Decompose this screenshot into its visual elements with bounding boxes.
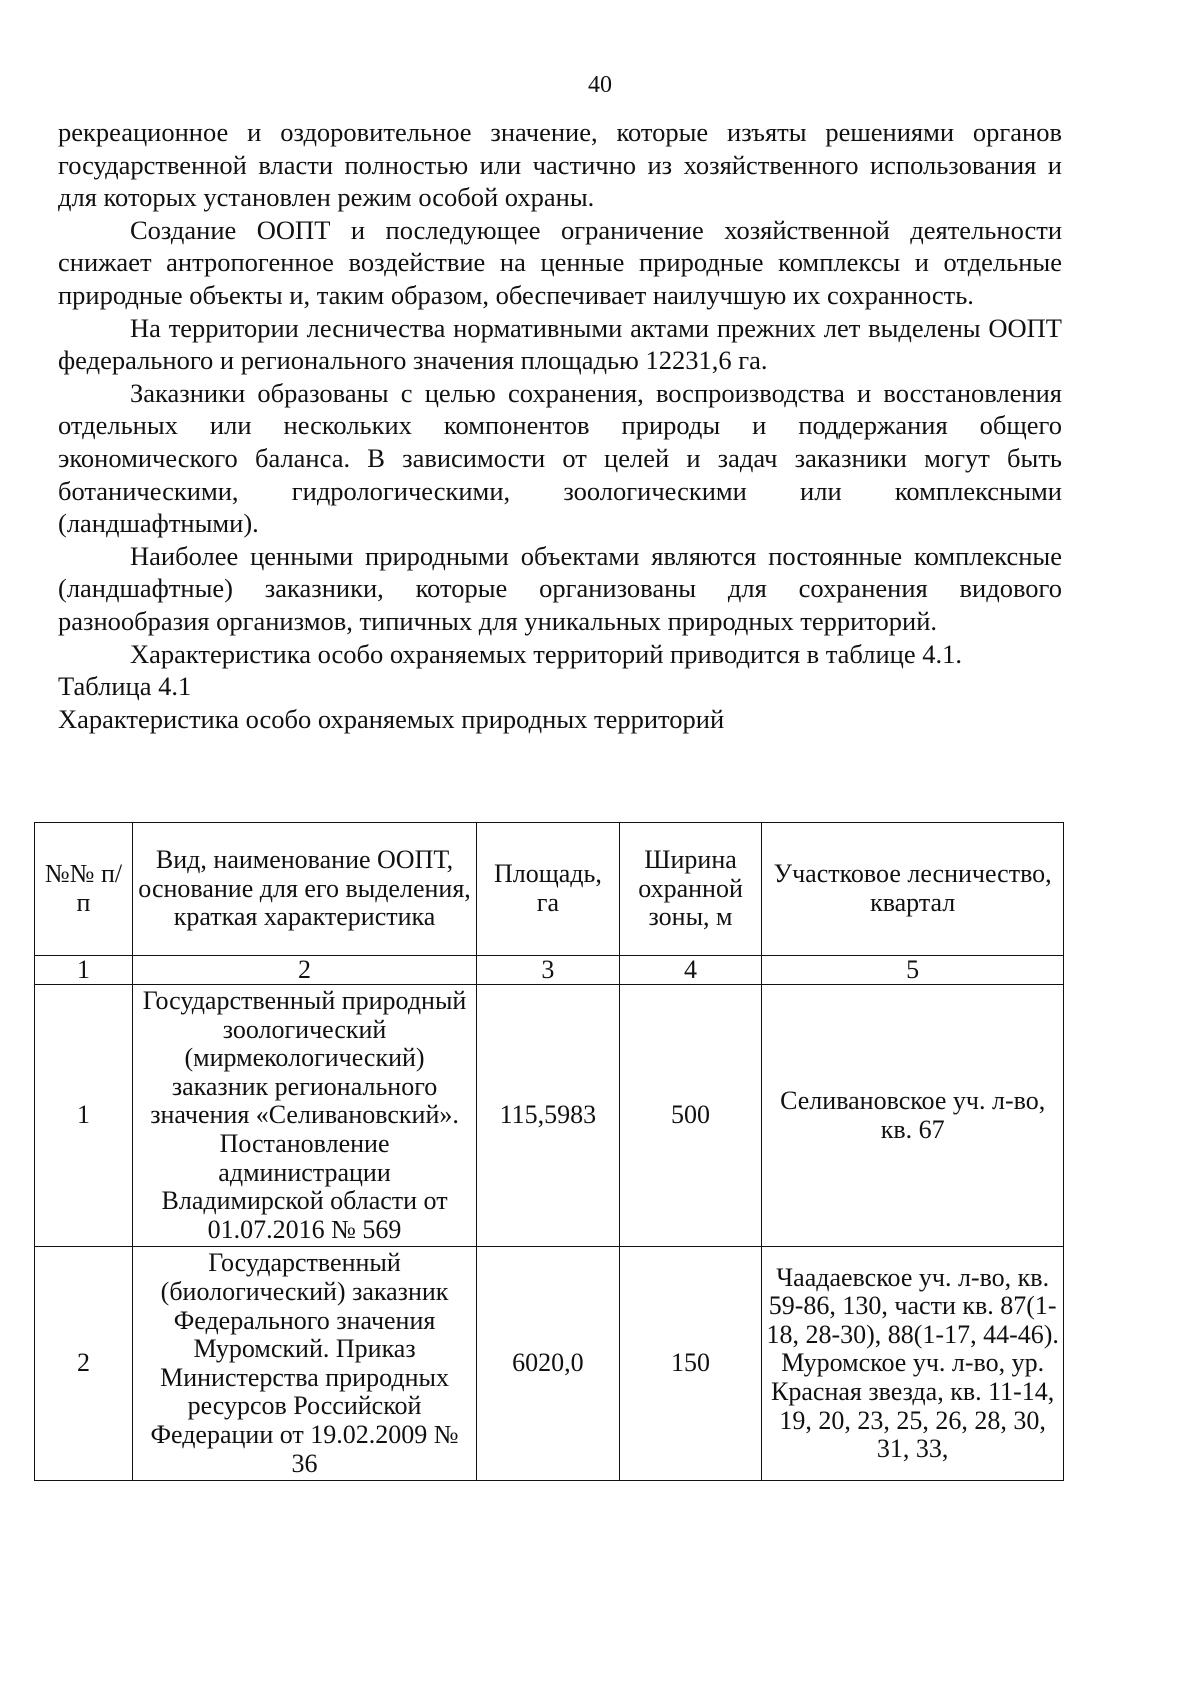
cell-zone: 500 (619, 985, 762, 1247)
header-area: Площадь, га (477, 823, 620, 956)
header-zone: Ширина охранной зоны, м (619, 823, 762, 956)
column-number: 5 (762, 956, 1064, 985)
page-number: 40 (588, 72, 612, 98)
table-row (35, 1247, 1064, 1481)
cell-number: 1 (35, 985, 133, 1247)
header-name: Вид, наименование ООПТ, основание для его выделения, краткая характеристика (133, 823, 477, 956)
body-text (58, 116, 1062, 735)
cell-name: Государственный природный зоологический (мирмекологический) заказник регионального значения «Селивановский». Постановление администрации Владимирской области от 01.07.2016 № 569 (133, 985, 477, 1247)
paragraph: рекреационное и оздоровительное значение, которые изъяты решениями органов государственной власти полностью или частично из хозяйственного использования и для которых установлен режим особой охраны. (58, 117, 1062, 213)
table-wrapper (34, 822, 1064, 1481)
cell-location: Чаадаевское уч. л-во, кв. 59-86, 130, части кв. 87(1-18, 28-30), 88(1-17, 44-46). Муромское уч. л-во, ур. Красная звезда, кв. 11-14, 19, 20, 23, 25, 26, 28, 30, 31, 33, (762, 1247, 1064, 1481)
table-header-row (35, 823, 1064, 956)
paragraph: Характеристика особо охраняемых территорий приводится в таблице 4.1. (130, 638, 962, 669)
cell-name: Государственный (биологический) заказник Федерального значения Муромский. Приказ Министерства природных ресурсов Российской Федерации от 19.02.2009 № 36 (133, 1247, 477, 1481)
paragraph: На территории лесничества нормативными актами прежних лет выделены ООПТ федерального и регионального значения площадью 12231,6 га. (58, 312, 1062, 376)
cell-location: Селивановское уч. л-во, кв. 67 (762, 985, 1064, 1247)
paragraph: Создание ООПТ и последующее ограничение хозяйственной деятельности снижает антропогенное воздействие на ценные природные комплексы и отдельные природные объекты и, таким образом, обеспечивает наилучшую их сохранность. (58, 214, 1062, 310)
table-row (35, 985, 1064, 1247)
column-number: 3 (477, 956, 620, 985)
oopt-table (34, 822, 1064, 1481)
cell-area: 6020,0 (477, 1247, 620, 1481)
paragraph: Наиболее ценными природными объектами являются постоянные комплексные (ландшафтные) заказники, которые организованы для сохранения видового разнообразия организмов, типичных для уникальных природных территорий. (58, 540, 1062, 636)
header-location: Участковое лесничество, квартал (762, 823, 1064, 956)
column-number-row (35, 956, 1064, 985)
column-number: 4 (619, 956, 762, 985)
column-number: 1 (35, 956, 133, 985)
column-number: 2 (133, 956, 477, 985)
table-title: Характеристика особо охраняемых природных территорий (58, 703, 725, 734)
cell-number: 2 (35, 1247, 133, 1481)
table-label: Таблица 4.1 (58, 671, 192, 702)
cell-area: 115,5983 (477, 985, 620, 1247)
paragraph: Заказники образованы с целью сохранения, воспроизводства и восстановления отдельных или нескольких компонентов природы и поддержания общего экономического баланса. В зависимости от целей и задач заказники могут быть ботаническими, гидрологическими, зоологическими или комплексными (ландшафтными). (58, 377, 1062, 539)
cell-zone: 150 (619, 1247, 762, 1481)
header-number: №№ п/п (35, 823, 133, 956)
